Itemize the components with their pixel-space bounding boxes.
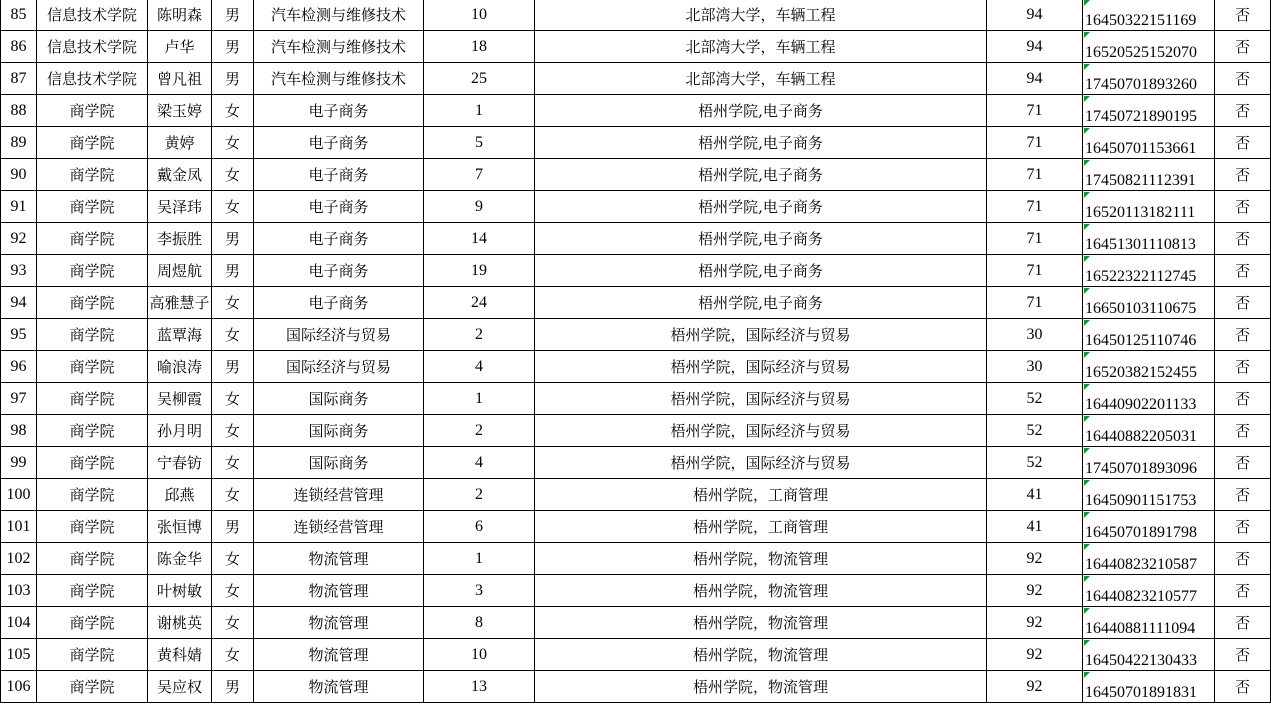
table-row bbox=[1, 287, 1271, 319]
status-cell: 否 bbox=[1215, 0, 1271, 31]
candidate-id-text: 16451301110813 bbox=[1085, 236, 1196, 253]
candidate-id-cell bbox=[1083, 287, 1215, 319]
status-cell: 否 bbox=[1215, 159, 1271, 191]
student-name-cell: 李振胜 bbox=[148, 223, 212, 255]
gender-cell: 女 bbox=[212, 191, 254, 223]
college-cell: 商学院 bbox=[37, 127, 148, 159]
admission-target-cell: 梧州学院,电子商务 bbox=[535, 191, 987, 223]
college-cell: 商学院 bbox=[37, 479, 148, 511]
student-name-cell: 卢华 bbox=[148, 31, 212, 63]
admission-target-cell: 梧州学院，国际经济与贸易 bbox=[535, 351, 987, 383]
rank-cell: 13 bbox=[424, 671, 535, 703]
student-name-cell: 喻浪涛 bbox=[148, 351, 212, 383]
gender-cell: 女 bbox=[212, 319, 254, 351]
college-cell: 商学院 bbox=[37, 575, 148, 607]
quota-cell: 71 bbox=[987, 127, 1083, 159]
college-cell: 商学院 bbox=[37, 383, 148, 415]
table-row bbox=[1, 31, 1271, 63]
quota-cell: 30 bbox=[987, 351, 1083, 383]
row-number-cell: 106 bbox=[1, 671, 37, 703]
candidate-id-text: 16522322112745 bbox=[1085, 268, 1197, 285]
college-cell: 商学院 bbox=[37, 287, 148, 319]
status-cell: 否 bbox=[1215, 447, 1271, 479]
quota-cell: 71 bbox=[987, 255, 1083, 287]
status-cell: 否 bbox=[1215, 255, 1271, 287]
candidate-id-cell bbox=[1083, 31, 1215, 63]
candidate-id-cell bbox=[1083, 351, 1215, 383]
table-row bbox=[1, 319, 1271, 351]
table-row bbox=[1, 351, 1271, 383]
rank-cell: 4 bbox=[424, 351, 535, 383]
rank-cell: 9 bbox=[424, 191, 535, 223]
candidate-id-text: 17450721890195 bbox=[1085, 108, 1197, 125]
admission-target-cell: 北部湾大学，车辆工程 bbox=[535, 31, 987, 63]
row-number-cell: 105 bbox=[1, 639, 37, 671]
row-number-cell: 86 bbox=[1, 31, 37, 63]
row-number-cell: 104 bbox=[1, 607, 37, 639]
gender-cell: 男 bbox=[212, 31, 254, 63]
candidate-id-cell bbox=[1083, 639, 1215, 671]
major-cell: 电子商务 bbox=[254, 223, 424, 255]
status-cell: 否 bbox=[1215, 575, 1271, 607]
student-name-cell: 宁春钫 bbox=[148, 447, 212, 479]
rank-cell: 5 bbox=[424, 127, 535, 159]
student-name-cell: 陈金华 bbox=[148, 543, 212, 575]
major-cell: 电子商务 bbox=[254, 255, 424, 287]
major-cell: 电子商务 bbox=[254, 95, 424, 127]
candidate-id-text: 16450901151753 bbox=[1085, 492, 1197, 509]
rank-cell: 1 bbox=[424, 543, 535, 575]
rank-cell: 1 bbox=[424, 383, 535, 415]
rank-cell: 24 bbox=[424, 287, 535, 319]
candidate-id-cell bbox=[1083, 575, 1215, 607]
quota-cell: 30 bbox=[987, 319, 1083, 351]
student-name-cell: 孙月明 bbox=[148, 415, 212, 447]
candidate-id-text: 16450125110746 bbox=[1085, 332, 1197, 349]
candidate-id-text: 17450701893096 bbox=[1085, 460, 1197, 477]
admission-target-cell: 梧州学院,电子商务 bbox=[535, 127, 987, 159]
candidate-id-text: 16440882205031 bbox=[1085, 428, 1197, 445]
major-cell: 国际商务 bbox=[254, 415, 424, 447]
table-row bbox=[1, 383, 1271, 415]
quota-cell: 52 bbox=[987, 447, 1083, 479]
table-row bbox=[1, 95, 1271, 127]
major-cell: 物流管理 bbox=[254, 671, 424, 703]
major-cell: 电子商务 bbox=[254, 191, 424, 223]
candidate-id-text: 16440881111094 bbox=[1085, 620, 1196, 637]
gender-cell: 女 bbox=[212, 639, 254, 671]
student-name-cell: 吴泽玮 bbox=[148, 191, 212, 223]
college-cell: 商学院 bbox=[37, 511, 148, 543]
college-cell: 信息技术学院 bbox=[37, 31, 148, 63]
candidate-id-cell bbox=[1083, 383, 1215, 415]
row-number-cell: 90 bbox=[1, 159, 37, 191]
major-cell: 国际商务 bbox=[254, 447, 424, 479]
candidate-id-text: 16520113182111 bbox=[1085, 204, 1196, 221]
status-cell: 否 bbox=[1215, 223, 1271, 255]
candidate-id-cell bbox=[1083, 255, 1215, 287]
row-number-cell: 95 bbox=[1, 319, 37, 351]
major-cell: 电子商务 bbox=[254, 127, 424, 159]
quota-cell: 71 bbox=[987, 191, 1083, 223]
gender-cell: 女 bbox=[212, 383, 254, 415]
table-row bbox=[1, 607, 1271, 639]
candidate-id-cell bbox=[1083, 447, 1215, 479]
admission-target-cell: 梧州学院,电子商务 bbox=[535, 95, 987, 127]
rank-cell: 19 bbox=[424, 255, 535, 287]
rank-cell: 10 bbox=[424, 0, 535, 31]
row-number-cell: 101 bbox=[1, 511, 37, 543]
status-cell: 否 bbox=[1215, 607, 1271, 639]
college-cell: 商学院 bbox=[37, 351, 148, 383]
student-name-cell: 叶树敏 bbox=[148, 575, 212, 607]
gender-cell: 男 bbox=[212, 255, 254, 287]
row-number-cell: 94 bbox=[1, 287, 37, 319]
major-cell: 物流管理 bbox=[254, 607, 424, 639]
admission-target-cell: 梧州学院，物流管理 bbox=[535, 543, 987, 575]
major-cell: 国际经济与贸易 bbox=[254, 319, 424, 351]
candidate-id-text: 16650103110675 bbox=[1085, 300, 1197, 317]
table-row bbox=[1, 255, 1271, 287]
student-name-cell: 黄婷 bbox=[148, 127, 212, 159]
major-cell: 电子商务 bbox=[254, 287, 424, 319]
major-cell: 汽车检测与维修技术 bbox=[254, 0, 424, 31]
student-name-cell: 蓝覃海 bbox=[148, 319, 212, 351]
student-name-cell: 曾凡祖 bbox=[148, 63, 212, 95]
admission-target-cell: 梧州学院，国际经济与贸易 bbox=[535, 415, 987, 447]
status-cell: 否 bbox=[1215, 415, 1271, 447]
gender-cell: 女 bbox=[212, 447, 254, 479]
status-cell: 否 bbox=[1215, 31, 1271, 63]
table-row bbox=[1, 543, 1271, 575]
row-number-cell: 92 bbox=[1, 223, 37, 255]
college-cell: 信息技术学院 bbox=[37, 0, 148, 31]
major-cell: 连锁经营管理 bbox=[254, 479, 424, 511]
rank-cell: 4 bbox=[424, 447, 535, 479]
candidate-id-text: 16450701891798 bbox=[1085, 524, 1197, 541]
status-cell: 否 bbox=[1215, 383, 1271, 415]
quota-cell: 94 bbox=[987, 63, 1083, 95]
table-row bbox=[1, 127, 1271, 159]
candidate-id-cell bbox=[1083, 671, 1215, 703]
college-cell: 商学院 bbox=[37, 415, 148, 447]
row-number-cell: 89 bbox=[1, 127, 37, 159]
candidate-id-cell bbox=[1083, 415, 1215, 447]
candidate-id-cell bbox=[1083, 223, 1215, 255]
major-cell: 国际商务 bbox=[254, 383, 424, 415]
candidate-id-cell bbox=[1083, 127, 1215, 159]
quota-cell: 92 bbox=[987, 543, 1083, 575]
status-cell: 否 bbox=[1215, 479, 1271, 511]
rank-cell: 7 bbox=[424, 159, 535, 191]
status-cell: 否 bbox=[1215, 319, 1271, 351]
admission-target-cell: 梧州学院，工商管理 bbox=[535, 479, 987, 511]
candidate-id-cell bbox=[1083, 191, 1215, 223]
table-body bbox=[1, 0, 1271, 703]
gender-cell: 男 bbox=[212, 511, 254, 543]
admission-target-cell: 梧州学院，物流管理 bbox=[535, 575, 987, 607]
candidate-id-cell bbox=[1083, 95, 1215, 127]
gender-cell: 女 bbox=[212, 415, 254, 447]
rank-cell: 10 bbox=[424, 639, 535, 671]
gender-cell: 男 bbox=[212, 671, 254, 703]
quota-cell: 71 bbox=[987, 287, 1083, 319]
major-cell: 汽车检测与维修技术 bbox=[254, 31, 424, 63]
candidate-id-text: 16520525152070 bbox=[1085, 44, 1197, 61]
college-cell: 商学院 bbox=[37, 95, 148, 127]
gender-cell: 男 bbox=[212, 0, 254, 31]
quota-cell: 71 bbox=[987, 159, 1083, 191]
college-cell: 商学院 bbox=[37, 319, 148, 351]
admission-target-cell: 梧州学院,电子商务 bbox=[535, 159, 987, 191]
row-number-cell: 96 bbox=[1, 351, 37, 383]
admission-target-cell: 梧州学院，物流管理 bbox=[535, 671, 987, 703]
status-cell: 否 bbox=[1215, 351, 1271, 383]
college-cell: 商学院 bbox=[37, 639, 148, 671]
status-cell: 否 bbox=[1215, 287, 1271, 319]
major-cell: 国际经济与贸易 bbox=[254, 351, 424, 383]
admission-target-cell: 梧州学院，国际经济与贸易 bbox=[535, 319, 987, 351]
status-cell: 否 bbox=[1215, 63, 1271, 95]
status-cell: 否 bbox=[1215, 511, 1271, 543]
row-number-cell: 87 bbox=[1, 63, 37, 95]
rank-cell: 1 bbox=[424, 95, 535, 127]
admission-target-cell: 梧州学院，工商管理 bbox=[535, 511, 987, 543]
candidate-id-text: 17450821112391 bbox=[1085, 172, 1196, 189]
admission-target-cell: 梧州学院,电子商务 bbox=[535, 287, 987, 319]
gender-cell: 女 bbox=[212, 607, 254, 639]
gender-cell: 女 bbox=[212, 543, 254, 575]
gender-cell: 男 bbox=[212, 223, 254, 255]
row-number-cell: 102 bbox=[1, 543, 37, 575]
candidate-id-text: 16440823210587 bbox=[1085, 556, 1197, 573]
admission-target-cell: 梧州学院，国际经济与贸易 bbox=[535, 447, 987, 479]
student-name-cell: 黄科婧 bbox=[148, 639, 212, 671]
student-name-cell: 高雅慧子 bbox=[148, 287, 212, 319]
status-cell: 否 bbox=[1215, 95, 1271, 127]
row-number-cell: 98 bbox=[1, 415, 37, 447]
candidate-id-text: 16440902201133 bbox=[1085, 396, 1197, 413]
college-cell: 商学院 bbox=[37, 671, 148, 703]
college-cell: 信息技术学院 bbox=[37, 63, 148, 95]
student-name-cell: 陈明森 bbox=[148, 0, 212, 31]
college-cell: 商学院 bbox=[37, 159, 148, 191]
rank-cell: 2 bbox=[424, 479, 535, 511]
major-cell: 汽车检测与维修技术 bbox=[254, 63, 424, 95]
row-number-cell: 100 bbox=[1, 479, 37, 511]
candidate-id-cell bbox=[1083, 319, 1215, 351]
candidate-id-text: 16450701891831 bbox=[1085, 684, 1197, 701]
rank-cell: 14 bbox=[424, 223, 535, 255]
candidate-id-cell bbox=[1083, 63, 1215, 95]
quota-cell: 92 bbox=[987, 575, 1083, 607]
row-number-cell: 85 bbox=[1, 0, 37, 31]
row-number-cell: 91 bbox=[1, 191, 37, 223]
candidate-id-text: 17450701893260 bbox=[1085, 76, 1197, 93]
candidate-id-cell bbox=[1083, 511, 1215, 543]
admission-target-cell: 梧州学院，物流管理 bbox=[535, 607, 987, 639]
student-name-cell: 吴应权 bbox=[148, 671, 212, 703]
table-row bbox=[1, 479, 1271, 511]
rank-cell: 2 bbox=[424, 415, 535, 447]
candidate-id-cell bbox=[1083, 0, 1215, 31]
rank-cell: 6 bbox=[424, 511, 535, 543]
gender-cell: 女 bbox=[212, 479, 254, 511]
candidate-id-text: 16450422130433 bbox=[1085, 652, 1197, 669]
candidate-id-text: 16450701153661 bbox=[1085, 140, 1197, 157]
table-row bbox=[1, 159, 1271, 191]
admission-target-cell: 北部湾大学，车辆工程 bbox=[535, 0, 987, 31]
table-row bbox=[1, 415, 1271, 447]
quota-cell: 41 bbox=[987, 479, 1083, 511]
gender-cell: 男 bbox=[212, 351, 254, 383]
student-name-cell: 吴柳霞 bbox=[148, 383, 212, 415]
row-number-cell: 93 bbox=[1, 255, 37, 287]
major-cell: 物流管理 bbox=[254, 543, 424, 575]
quota-cell: 71 bbox=[987, 95, 1083, 127]
gender-cell: 女 bbox=[212, 287, 254, 319]
quota-cell: 52 bbox=[987, 415, 1083, 447]
college-cell: 商学院 bbox=[37, 223, 148, 255]
quota-cell: 92 bbox=[987, 671, 1083, 703]
rank-cell: 18 bbox=[424, 31, 535, 63]
status-cell: 否 bbox=[1215, 191, 1271, 223]
major-cell: 连锁经营管理 bbox=[254, 511, 424, 543]
table-row bbox=[1, 639, 1271, 671]
rank-cell: 8 bbox=[424, 607, 535, 639]
table-row bbox=[1, 0, 1271, 31]
student-name-cell: 邱燕 bbox=[148, 479, 212, 511]
status-cell: 否 bbox=[1215, 671, 1271, 703]
gender-cell: 女 bbox=[212, 575, 254, 607]
college-cell: 商学院 bbox=[37, 255, 148, 287]
gender-cell: 女 bbox=[212, 95, 254, 127]
student-name-cell: 梁玉婷 bbox=[148, 95, 212, 127]
gender-cell: 女 bbox=[212, 127, 254, 159]
admission-target-cell: 梧州学院,电子商务 bbox=[535, 223, 987, 255]
table-row bbox=[1, 63, 1271, 95]
status-cell: 否 bbox=[1215, 127, 1271, 159]
quota-cell: 92 bbox=[987, 639, 1083, 671]
admission-target-cell: 北部湾大学，车辆工程 bbox=[535, 63, 987, 95]
student-name-cell: 周煜航 bbox=[148, 255, 212, 287]
candidate-id-text: 16440823210577 bbox=[1085, 588, 1197, 605]
gender-cell: 女 bbox=[212, 159, 254, 191]
candidate-id-text: 16450322151169 bbox=[1085, 12, 1197, 29]
major-cell: 电子商务 bbox=[254, 159, 424, 191]
quota-cell: 71 bbox=[987, 223, 1083, 255]
student-name-cell: 谢桃英 bbox=[148, 607, 212, 639]
table-row bbox=[1, 511, 1271, 543]
rank-cell: 25 bbox=[424, 63, 535, 95]
gender-cell: 男 bbox=[212, 63, 254, 95]
table-row bbox=[1, 575, 1271, 607]
row-number-cell: 97 bbox=[1, 383, 37, 415]
college-cell: 商学院 bbox=[37, 543, 148, 575]
student-name-cell: 戴金凤 bbox=[148, 159, 212, 191]
table-row bbox=[1, 191, 1271, 223]
quota-cell: 41 bbox=[987, 511, 1083, 543]
college-cell: 商学院 bbox=[37, 607, 148, 639]
admission-target-cell: 梧州学院，物流管理 bbox=[535, 639, 987, 671]
status-cell: 否 bbox=[1215, 639, 1271, 671]
candidate-id-cell bbox=[1083, 159, 1215, 191]
admission-target-cell: 梧州学院,电子商务 bbox=[535, 255, 987, 287]
quota-cell: 92 bbox=[987, 607, 1083, 639]
table-row bbox=[1, 671, 1271, 703]
quota-cell: 52 bbox=[987, 383, 1083, 415]
row-number-cell: 103 bbox=[1, 575, 37, 607]
row-number-cell: 88 bbox=[1, 95, 37, 127]
rank-cell: 3 bbox=[424, 575, 535, 607]
candidate-id-text: 16520382152455 bbox=[1085, 364, 1197, 381]
college-cell: 商学院 bbox=[37, 447, 148, 479]
student-name-cell: 张恒博 bbox=[148, 511, 212, 543]
admission-target-cell: 梧州学院，国际经济与贸易 bbox=[535, 383, 987, 415]
table-row bbox=[1, 447, 1271, 479]
quota-cell: 94 bbox=[987, 31, 1083, 63]
major-cell: 物流管理 bbox=[254, 575, 424, 607]
quota-cell: 94 bbox=[987, 0, 1083, 31]
status-cell: 否 bbox=[1215, 543, 1271, 575]
candidate-id-cell bbox=[1083, 543, 1215, 575]
candidate-id-cell bbox=[1083, 479, 1215, 511]
major-cell: 物流管理 bbox=[254, 639, 424, 671]
row-number-cell: 99 bbox=[1, 447, 37, 479]
table-row bbox=[1, 223, 1271, 255]
candidate-id-cell bbox=[1083, 607, 1215, 639]
college-cell: 商学院 bbox=[37, 191, 148, 223]
rank-cell: 2 bbox=[424, 319, 535, 351]
